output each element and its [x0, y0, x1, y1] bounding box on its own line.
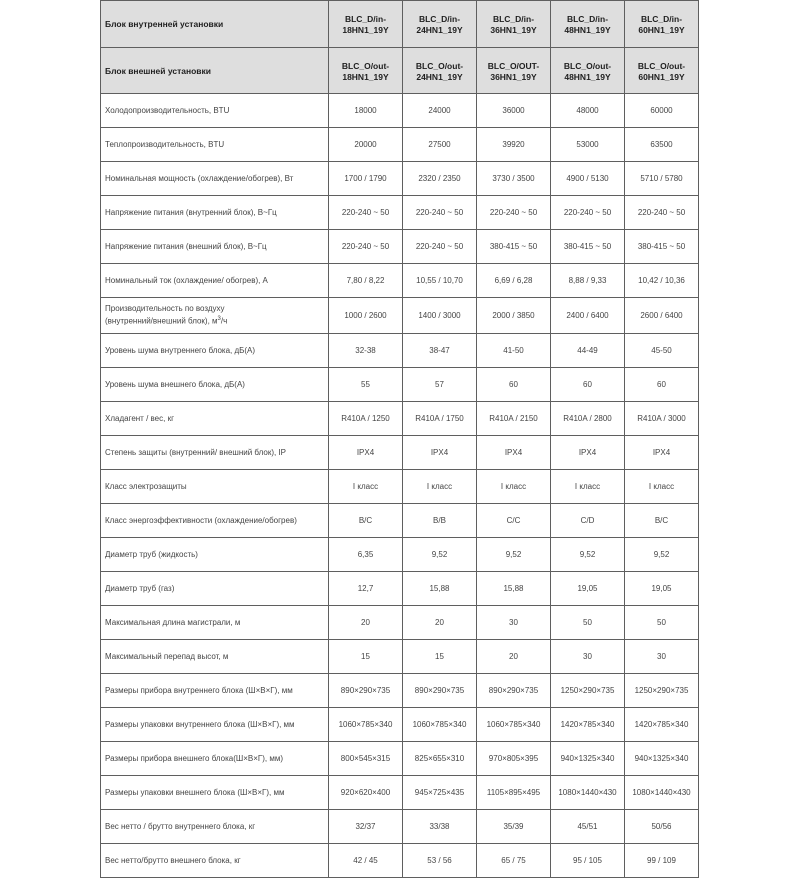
spec-label-text: Теплопроизводительность, BTU [105, 139, 225, 149]
spec-row [101, 128, 699, 162]
spec-label-unit: /ч [220, 316, 228, 326]
spec-label [101, 162, 329, 196]
indoor-model-line1: BLC_D/in- [418, 14, 461, 24]
spec-label-text: Размеры упаковки внешнего блока (Ш×В×Г), мм [105, 787, 285, 797]
spec-row [101, 674, 699, 708]
spec-value: R410A / 2800 [551, 402, 625, 436]
spec-row [101, 742, 699, 776]
spec-value: 15 [403, 640, 477, 674]
spec-label-text: Уровень шума внутреннего блока, дБ(А) [105, 345, 256, 355]
spec-value: 2320 / 2350 [403, 162, 477, 196]
spec-label [101, 298, 329, 334]
indoor-model-line1: BLC_D/in- [492, 14, 535, 24]
spec-value: 4900 / 5130 [551, 162, 625, 196]
spec-row [101, 844, 699, 878]
spec-value: B/C [625, 504, 699, 538]
outdoor-model-line1: BLC_O/OUT- [487, 60, 540, 71]
spec-label [101, 742, 329, 776]
indoor-model-cell [625, 1, 699, 48]
spec-label-text: Номинальный ток (охлаждение/ обогрев), А [105, 275, 268, 285]
spec-label [101, 196, 329, 230]
spec-label [101, 844, 329, 878]
spec-row [101, 606, 699, 640]
spec-label [101, 640, 329, 674]
spec-value: I класс [551, 470, 625, 504]
spec-value: I класс [477, 470, 551, 504]
spec-value: C/C [477, 504, 551, 538]
spec-value: 970×805×395 [477, 742, 551, 776]
indoor-model-row [101, 1, 699, 48]
spec-value: 5710 / 5780 [625, 162, 699, 196]
spec-value: 220-240 ~ 50 [403, 230, 477, 264]
outdoor-model-cell [551, 48, 625, 94]
spec-value: C/D [551, 504, 625, 538]
spec-value: 32-38 [329, 334, 403, 368]
spec-row [101, 368, 699, 402]
spec-label-text: Хладагент / вес, кг [105, 413, 174, 423]
spec-value: 1105×895×495 [477, 776, 551, 810]
spec-value: 890×290×735 [403, 674, 477, 708]
spec-value: 41-50 [477, 334, 551, 368]
spec-value: 50 [625, 606, 699, 640]
spec-label-text: Класс электрозащиты [105, 481, 187, 491]
spec-value: 45/51 [551, 810, 625, 844]
spec-value: 39920 [477, 128, 551, 162]
spec-row [101, 162, 699, 196]
spec-value: 940×1325×340 [625, 742, 699, 776]
spec-value: IPX4 [477, 436, 551, 470]
spec-value: 945×725×435 [403, 776, 477, 810]
spec-row [101, 538, 699, 572]
indoor-model-line1: BLC_D/in- [566, 14, 609, 24]
spec-value: 940×1325×340 [551, 742, 625, 776]
spec-label-superscript: 3 [217, 316, 221, 323]
outdoor-model-line2: 48HN1_19Y [564, 71, 611, 82]
spec-value: 42 / 45 [329, 844, 403, 878]
indoor-model-line1: BLC_D/in- [640, 14, 683, 24]
spec-row [101, 504, 699, 538]
spec-value: IPX4 [403, 436, 477, 470]
spec-value: 1060×785×340 [403, 708, 477, 742]
spec-value: 20 [477, 640, 551, 674]
outdoor-model-line2: 24HN1_19Y [416, 71, 463, 82]
spec-label [101, 708, 329, 742]
spec-label-text: Максимальный перепад высот, м [105, 651, 229, 661]
spec-table [100, 0, 699, 878]
spec-value: 220-240 ~ 50 [625, 196, 699, 230]
spec-value: 380-415 ~ 50 [625, 230, 699, 264]
spec-value: 33/38 [403, 810, 477, 844]
spec-row [101, 776, 699, 810]
spec-row [101, 264, 699, 298]
spec-row [101, 810, 699, 844]
spec-value: 32/37 [329, 810, 403, 844]
spec-label-text: Максимальная длина магистрали, м [105, 617, 241, 627]
spec-label [101, 334, 329, 368]
indoor-unit-label: Блок внутренней установки [101, 1, 329, 48]
spec-label-text: Холодопроизводительность, BTU [105, 105, 230, 115]
spec-value: 65 / 75 [477, 844, 551, 878]
spec-value: 19,05 [551, 572, 625, 606]
spec-label [101, 504, 329, 538]
spec-value: 220-240 ~ 50 [551, 196, 625, 230]
outdoor-unit-label: Блок внешней установки [101, 48, 329, 94]
spec-row [101, 298, 699, 334]
spec-value: 890×290×735 [477, 674, 551, 708]
outdoor-model-row [101, 48, 699, 94]
spec-label [101, 402, 329, 436]
outdoor-model-line1: BLC_O/out- [341, 60, 390, 71]
spec-label-text: Напряжение питания (внешний блок), В~Гц [105, 241, 267, 251]
spec-value: 380-415 ~ 50 [477, 230, 551, 264]
spec-row [101, 230, 699, 264]
outdoor-model-cell [329, 48, 403, 94]
spec-row [101, 572, 699, 606]
spec-value: R410A / 1250 [329, 402, 403, 436]
spec-value: 20 [329, 606, 403, 640]
spec-value: 53 / 56 [403, 844, 477, 878]
indoor-model-line2: 36HN1_19Y [490, 25, 537, 35]
indoor-model-line2: 24HN1_19Y [416, 25, 463, 35]
spec-value: 50 [551, 606, 625, 640]
spec-value: 890×290×735 [329, 674, 403, 708]
spec-label [101, 264, 329, 298]
spec-label [101, 674, 329, 708]
spec-value: 15,88 [477, 572, 551, 606]
spec-value: 6,35 [329, 538, 403, 572]
indoor-model-cell [403, 1, 477, 48]
spec-value: 30 [477, 606, 551, 640]
spec-value: 220-240 ~ 50 [329, 230, 403, 264]
spec-table-container [100, 0, 700, 878]
spec-row [101, 94, 699, 128]
outdoor-model-line2: 18HN1_19Y [342, 71, 389, 82]
spec-row [101, 402, 699, 436]
spec-value: 1060×785×340 [329, 708, 403, 742]
spec-label-text: Размеры упаковки внутреннего блока (Ш×В×Г), мм [105, 719, 295, 729]
spec-value: 44-49 [551, 334, 625, 368]
indoor-model-line2: 48HN1_19Y [564, 25, 611, 35]
spec-value: 1400 / 3000 [403, 298, 477, 334]
spec-label [101, 572, 329, 606]
spec-value: 220-240 ~ 50 [329, 196, 403, 230]
indoor-model-cell [329, 1, 403, 48]
spec-value: 9,52 [551, 538, 625, 572]
spec-value: 50/56 [625, 810, 699, 844]
spec-label [101, 810, 329, 844]
spec-value: 95 / 105 [551, 844, 625, 878]
spec-value: 1080×1440×430 [551, 776, 625, 810]
spec-value: B/B [403, 504, 477, 538]
spec-value: 15,88 [403, 572, 477, 606]
spec-label-text: Степень защиты (внутренний/ внешний блок), IP [105, 447, 287, 457]
spec-value: 1420×785×340 [551, 708, 625, 742]
spec-value: I класс [625, 470, 699, 504]
spec-label-text: Напряжение питания (внутренний блок), В~Гц [105, 207, 277, 217]
indoor-model-line2: 18HN1_19Y [342, 25, 389, 35]
spec-row [101, 708, 699, 742]
spec-label [101, 128, 329, 162]
spec-value: 24000 [403, 94, 477, 128]
spec-value: 2400 / 6400 [551, 298, 625, 334]
spec-value: 1250×290×735 [625, 674, 699, 708]
spec-label-text: Уровень шума внешнего блока, дБ(А) [105, 379, 245, 389]
spec-value: 38-47 [403, 334, 477, 368]
spec-label-text: Диаметр труб (газ) [105, 583, 175, 593]
spec-row [101, 470, 699, 504]
spec-value: 10,55 / 10,70 [403, 264, 477, 298]
spec-row [101, 640, 699, 674]
spec-value: 6,69 / 6,28 [477, 264, 551, 298]
spec-value: 60 [625, 368, 699, 402]
spec-value: 53000 [551, 128, 625, 162]
spec-value: IPX4 [329, 436, 403, 470]
spec-value: I класс [403, 470, 477, 504]
spec-value: 220-240 ~ 50 [403, 196, 477, 230]
outdoor-model-line1: BLC_O/out- [637, 60, 686, 71]
spec-row [101, 334, 699, 368]
spec-value: 9,52 [477, 538, 551, 572]
outdoor-model-line2: 60HN1_19Y [638, 71, 685, 82]
spec-label [101, 436, 329, 470]
spec-value: 220-240 ~ 50 [477, 196, 551, 230]
spec-value: R410A / 3000 [625, 402, 699, 436]
spec-value: 15 [329, 640, 403, 674]
spec-row [101, 436, 699, 470]
spec-value: 36000 [477, 94, 551, 128]
spec-value: 3730 / 3500 [477, 162, 551, 196]
spec-table-body [101, 1, 699, 878]
spec-value: 1250×290×735 [551, 674, 625, 708]
spec-value: 920×620×400 [329, 776, 403, 810]
spec-value: 55 [329, 368, 403, 402]
spec-value: 800×545×315 [329, 742, 403, 776]
spec-value: 63500 [625, 128, 699, 162]
spec-label-text: Вес нетто/брутто внешнего блока, кг [105, 855, 241, 865]
spec-label-text: Номинальная мощность (охлаждение/обогрев), Вт [105, 173, 294, 183]
outdoor-model-cell [625, 48, 699, 94]
spec-value: 60000 [625, 94, 699, 128]
spec-value: R410A / 1750 [403, 402, 477, 436]
spec-label [101, 606, 329, 640]
indoor-model-cell [477, 1, 551, 48]
spec-value: 12,7 [329, 572, 403, 606]
spec-value: 1080×1440×430 [625, 776, 699, 810]
spec-value: 35/39 [477, 810, 551, 844]
spec-label [101, 230, 329, 264]
spec-value: 30 [551, 640, 625, 674]
spec-value: 8,88 / 9,33 [551, 264, 625, 298]
spec-label [101, 368, 329, 402]
spec-value: 99 / 109 [625, 844, 699, 878]
spec-value: 825×655×310 [403, 742, 477, 776]
spec-value: 57 [403, 368, 477, 402]
spec-label [101, 538, 329, 572]
spec-value: 60 [477, 368, 551, 402]
spec-label-text: Вес нетто / брутто внутреннего блока, кг [105, 821, 256, 831]
spec-value: 380-415 ~ 50 [551, 230, 625, 264]
spec-value: 27500 [403, 128, 477, 162]
spec-value: 1000 / 2600 [329, 298, 403, 334]
spec-value: 2000 / 3850 [477, 298, 551, 334]
spec-value: 9,52 [625, 538, 699, 572]
spec-value: 48000 [551, 94, 625, 128]
spec-value: IPX4 [625, 436, 699, 470]
spec-value: 7,80 / 8,22 [329, 264, 403, 298]
outdoor-model-line1: BLC_O/out- [563, 60, 612, 71]
spec-value: 18000 [329, 94, 403, 128]
spec-value: 1420×785×340 [625, 708, 699, 742]
spec-value: 9,52 [403, 538, 477, 572]
spec-value: 20000 [329, 128, 403, 162]
spec-value: I класс [329, 470, 403, 504]
spec-label-text: Размеры прибора внешнего блока(Ш×В×Г), мм) [105, 753, 284, 763]
spec-value: R410A / 2150 [477, 402, 551, 436]
indoor-model-cell [551, 1, 625, 48]
spec-value: 30 [625, 640, 699, 674]
outdoor-model-line1: BLC_O/out- [415, 60, 464, 71]
spec-label-text: Размеры прибора внутреннего блока (Ш×В×Г), мм [105, 685, 293, 695]
spec-value: IPX4 [551, 436, 625, 470]
spec-value: 1700 / 1790 [329, 162, 403, 196]
spec-value: 1060×785×340 [477, 708, 551, 742]
spec-value: B/C [329, 504, 403, 538]
spec-row [101, 196, 699, 230]
indoor-model-line2: 60HN1_19Y [638, 25, 685, 35]
spec-label [101, 470, 329, 504]
spec-value: 19,05 [625, 572, 699, 606]
spec-label [101, 776, 329, 810]
spec-value: 2600 / 6400 [625, 298, 699, 334]
spec-value: 10,42 / 10,36 [625, 264, 699, 298]
spec-label-text: Класс энергоэффективности (охлаждение/обогрев) [105, 515, 297, 525]
outdoor-model-line2: 36HN1_19Y [490, 71, 537, 82]
outdoor-model-cell [403, 48, 477, 94]
spec-value: 20 [403, 606, 477, 640]
spec-value: 60 [551, 368, 625, 402]
spec-label [101, 94, 329, 128]
spec-label-text: Диаметр труб (жидкость) [105, 549, 198, 559]
indoor-model-line1: BLC_D/in- [344, 14, 387, 24]
spec-label-text-line2: (внутренний/внешний блок), м [105, 316, 218, 326]
spec-label-text: Производительность по воздуху [105, 304, 225, 314]
spec-value: 45-50 [625, 334, 699, 368]
outdoor-model-cell [477, 48, 551, 94]
